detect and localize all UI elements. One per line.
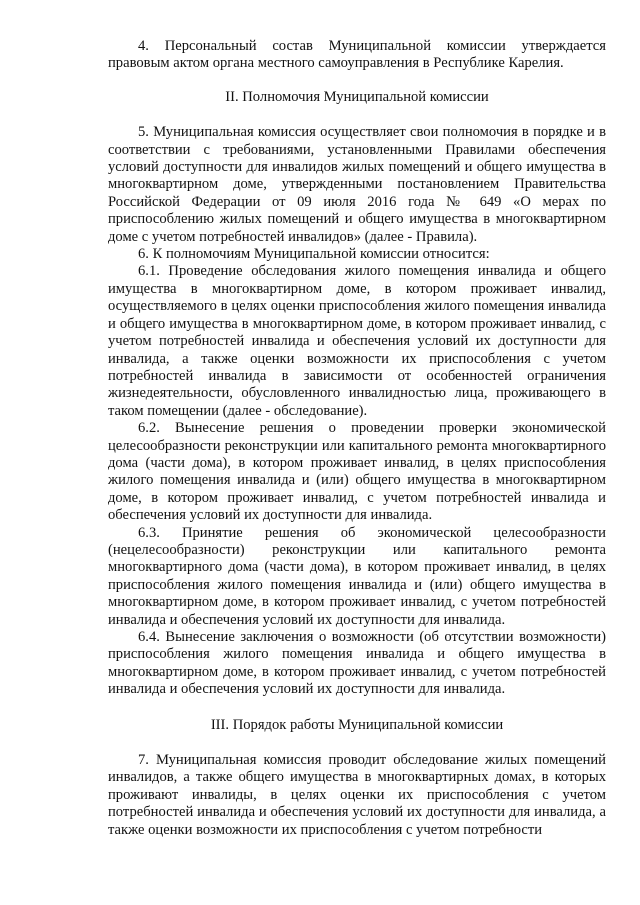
paragraph-7: 7. Муниципальная комиссия проводит обследование жилых помещений инвалидов, а также общего имущества в многоквартирных домах, в которых проживают инвалиды, в целях оценки их приспособления с учетом потребностей инвалида и обеспечения условий их доступности для инвалида, а также оценки возможности их приспособления с учетом потребности — [108, 752, 606, 838]
paragraph-6-4: 6.4. Вынесение заключения о возможности (об отсутствии возможности) приспособления жилого помещения инвалида и общего имущества в многоквартирном доме, в котором проживает инвалид, с учетом потребностей инвалида и обеспечения условий их доступности для инвалида. — [108, 629, 606, 698]
paragraph-5: 5. Муниципальная комиссия осуществляет свои полномочия в порядке и в соответствии с требованиями, установленными Правилами обеспечения условий доступности для инвалидов жилых помещений и общего имущества в многоквартирном доме, утвержденными постановлением Правительства Российской Федерации от 09 июля 2016 года № 649 «О мерах по приспособлению жилых помещений и общего имущества в многоквартирном доме с учетом потребностей инвалидов» (далее - Правила). — [108, 124, 606, 245]
document-page — [108, 38, 606, 839]
paragraph-4: 4. Персональный состав Муниципальной комиссии утверждается правовым актом органа местного самоуправления в Республике Карелия. — [108, 38, 606, 72]
section-2-heading: II. Полномочия Муниципальной комиссии — [225, 88, 489, 105]
section-3-heading: III. Порядок работы Муниципальной комиссии — [210, 716, 504, 733]
paragraph-6-1: 6.1. Проведение обследования жилого помещения инвалида и общего имущества в многоквартирном доме, в котором проживает инвалид, осуществляемого в целях оценки приспособления жилого помещения инвалида и общего имущества в многоквартирном доме, в котором проживает инвалид, с учетом потребностей инвалида и обеспечения условий их доступности для инвалида, а также оценки возможности их приспособления с учетом потребностей инвалида в зависимости от особенностей ограничения жизнедеятельности, обусловленного инвалидностью лица, проживающего в таком помещении (далее - обследование). — [108, 263, 606, 419]
paragraph-6: 6. К полномочиям Муниципальной комиссии относится: — [138, 246, 490, 263]
paragraph-6-3: 6.3. Принятие решения об экономической целесообразности (нецелесообразности) реконструкции или капитального ремонта многоквартирного дома (части дома), в котором проживает инвалид, в целях приспособления жилого помещения инвалида и (или) общего имущества в многоквартирном доме, в котором проживает инвалид, с учетом потребностей инвалида и обеспечения условий их доступности для инвалида. — [108, 524, 606, 628]
paragraph-6-2: 6.2. Вынесение решения о проведении проверки экономической целесообразности реконструкции или капитального ремонта многоквартирного дома (части дома), в котором проживает инвалид, в целях приспособления жилого помещения инвалида и (или) общего имущества в многоквартирном доме, в котором проживает инвалид, с учетом потребностей инвалида и обеспечения условий их доступности для инвалида. — [108, 420, 606, 524]
